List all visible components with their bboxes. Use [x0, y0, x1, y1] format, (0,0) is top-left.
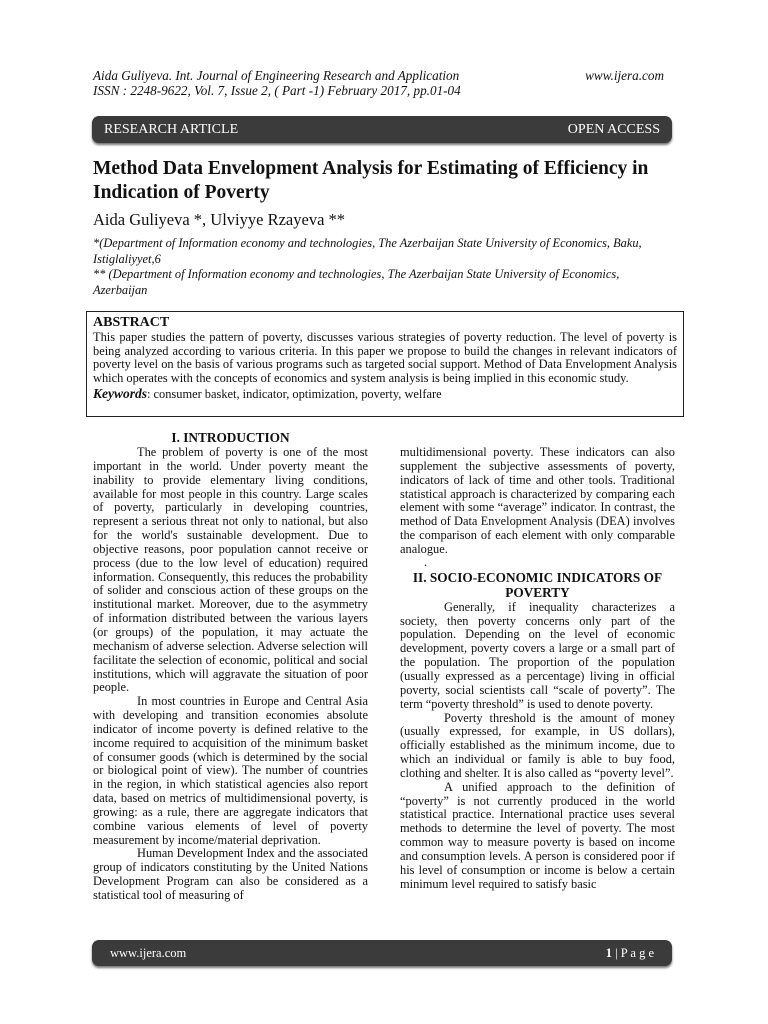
research-article-label: RESEARCH ARTICLE: [104, 121, 239, 137]
paragraph: The problem of poverty is one of the most important in the world. Under poverty meant the inability to provide elementary living conditions, available for most people in this country. Large scales of poverty, particularly in developing countries, represent a serious threat not only to national, but also for the world's sustainable development. Due to objective reasons, poor population cannot receive or process (due to the low level of education) required information. Consequently, this reduces the probability of solider and conscious action of these groups on the institutional market. Moreover, due to the asymmetry of information distributed between the various layers (or groups) of the population, it may actuate the mechanism of adverse selection. Adverse selection will facilitate the selection of economic, political and social institutions, which will aggravate the situation of poor people.: [93, 445, 368, 695]
journal-citation-line-2: ISSN : 2248-9622, Vol. 7, Issue 2, ( Part -1) February 2017, pp.01-04: [93, 83, 461, 98]
journal-citation-line-1: Aida Guliyeva. Int. Journal of Engineering Research and Application: [93, 68, 460, 83]
left-column: [93, 430, 368, 903]
paragraph: A unified approach to the definition of “poverty” is not currently produced in the world statistical practice. International practice uses several methods to determine the level of poverty. The most common way to measure poverty is based on income and consumption levels. A person is considered poor if his level of consumption or income is below a certain minimum level required to satisfy basic: [400, 779, 675, 891]
article-type-banner: [92, 116, 672, 143]
page-number-value: 1: [605, 945, 613, 960]
author-list: Aida Guliyeva *, Ulviyye Rzayeva **: [93, 210, 346, 229]
abstract-heading: ABSTRACT: [93, 315, 170, 330]
open-access-label: OPEN ACCESS: [567, 121, 660, 137]
section-1-title: I. INTRODUCTION: [171, 430, 290, 445]
paper-title: Method Data Envelopment Analysis for Estimating of Efficiency in Indication of Poverty: [93, 158, 649, 203]
abstract-text: This paper studies the pattern of poverty, discusses various strategies of poverty reduction. The level of poverty is being analyzed according to various criteria. In this paper we propose to build the changes in relevant indicators of poverty level on the basis of various programs such as targeted social support. Method of Data Envelopment Analysis which operates with the concepts of economics and system analysis is being implied in this economic study.: [93, 330, 677, 386]
right-column: [400, 446, 675, 891]
paragraph: multidimensional poverty. These indicators can also supplement the subjective assessments of poverty, indicators of lack of time and other tools. Traditional statistical approach is characterized by comparing each element with some “average” indicator. In contrast, the method of Data Envelopment Analysis (DEA) involves the comparison of each element with only comparable analogue.: [400, 445, 675, 556]
footer-website-link[interactable]: www.ijera.com: [110, 945, 187, 960]
abstract-box: [86, 311, 684, 417]
paragraph: Generally, if inequality characterizes a society, then poverty concerns only part of the population. Depending on the level of economic development, poverty covers a large or a small part of the population. The proportion of the population (usually expressed as a percentage) living in official poverty, social scientists call “scale of poverty”. The term “poverty threshold” is used to denote poverty.: [400, 599, 675, 711]
journal-website[interactable]: www.ijera.com: [585, 68, 664, 83]
paragraph: Human Development Index and the associated group of indicators constituting by the United Nations Development Program can also be considered as a statistical tool of measuring of: [93, 846, 368, 902]
keywords-line: [93, 386, 677, 402]
affiliation-2: ** (Department of Information economy and technologies, The Azerbaijan State University of Economics, Azerbaijan: [93, 267, 620, 297]
keywords-list: : consumer basket, indicator, optimization, poverty, welfare: [147, 386, 442, 401]
keywords-label: Keywords: [93, 385, 147, 401]
page-label: | P a g e: [612, 945, 654, 960]
paragraph: Poverty threshold is the amount of money (usually expressed, for example, in US dollars), officially established as the minimum income, due to which an individual or family is able to buy food, clothing and shelter. It is also called as “poverty level”.: [400, 710, 675, 780]
stray-mark: .: [424, 554, 428, 569]
section-2-title: II. SOCIO-ECONOMIC INDICATORS OF POVERTY: [412, 569, 663, 600]
affiliation-1: *(Department of Information economy and technologies, The Azerbaijan State University of Economics, Baku, Istiglaliyyet,6: [93, 236, 642, 266]
page-footer: [92, 940, 672, 966]
paragraph: In most countries in Europe and Central Asia with developing and transition economies absolute indicator of income poverty is defined relative to the income required to acquisition of the minimum basket of consumer goods (which is determined by the social or biological point of view). The number of countries in the region, in which statistical agencies also report data, based on metrics of multidimensional poverty, is growing: as a rule, there are aggregate indicators that combine various elements of level of poverty measurement by income/material deprivation.: [93, 694, 368, 847]
page-number: [606, 946, 654, 961]
